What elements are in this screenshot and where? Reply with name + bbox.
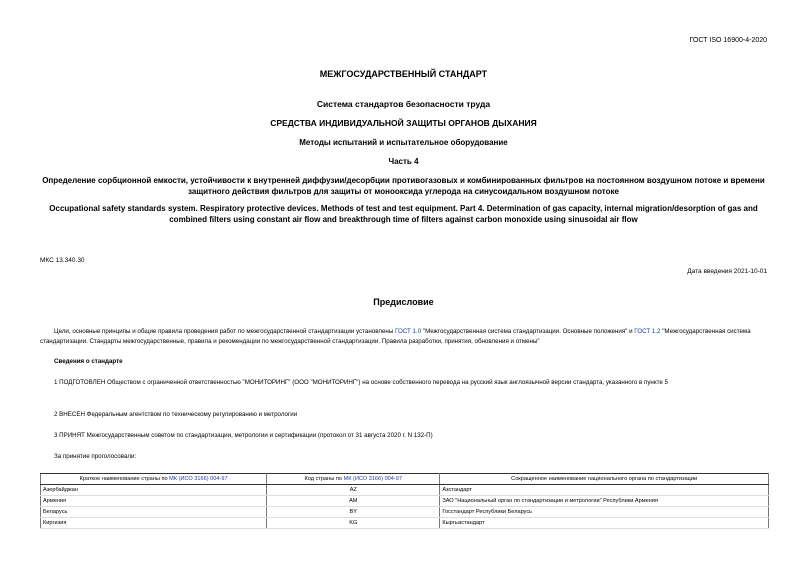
- methods-heading: Методы испытаний и испытательное оборудование: [299, 138, 508, 147]
- russian-title: Определение сорбционной емкости, устойчивости к внутренней диффузии/десорбции противогазовых и комбинированных фильтров на постоянном воздушном потоке и времени защитного действия фильтров для защиты от монооксида углерода на синусоидальном воздушном потоке: [42, 176, 765, 196]
- standard-type-heading: МЕЖГОСУДАРСТВЕННЫЙ СТАНДАРТ: [319, 69, 488, 79]
- code-cell: BY: [267, 507, 440, 518]
- table-row: [41, 485, 769, 496]
- body-cell: ЗАО "Национальный орган по стандартизации и метрологии" Республики Армения: [440, 496, 769, 507]
- gost-1-0-link[interactable]: ГОСТ 1.0: [394, 328, 422, 335]
- system-heading: Система стандартов безопасности труда: [316, 99, 491, 109]
- mk-iso-link[interactable]: МК (ИСО 3166) 004-97: [169, 476, 228, 482]
- country-cell: Армения: [41, 496, 267, 507]
- mks-code: МКС 13.340.30: [40, 257, 85, 264]
- foreword-text-b: "Межгосударственная система стандартизации. Основные положения" и: [421, 328, 635, 335]
- header-code-text: Код страны по: [304, 476, 344, 482]
- table-row: [41, 507, 769, 518]
- foreword-text-c: "Межгосударственная система стандартизации. Стандарты межгосударственные, правила и рекомендации по межгосударственной стандартизации. Правила разработки, принятия, обновления и отмены": [40, 328, 751, 345]
- country-cell: Азербайджан: [41, 485, 267, 496]
- code-cell: KG: [267, 518, 440, 529]
- country-cell: Киргизия: [41, 518, 267, 529]
- header-country: [41, 474, 267, 485]
- foreword-title: Предисловие: [373, 297, 434, 307]
- item-adopted: 3 ПРИНЯТ Межгосударственным советом по стандартизации, метрологии и сертификации (протокол от 31 августа 2020 г. N 132-П): [54, 432, 433, 439]
- foreword-paragraph: [40, 327, 770, 347]
- about-standard-heading: Сведения о стандарте: [54, 358, 123, 365]
- introduction-date: Дата введения 2021-10-01: [687, 268, 767, 275]
- item-prepared: 1 ПОДГОТОВЛЕН Обществом с ограниченной ответственностью "МОНИТОРИНГ" (ООО "МОНИТОРИНГ") на основе собственного перевода на русский язык англоязычной версии стандарта, указанного в пункте 5: [54, 379, 668, 386]
- body-cell: Госстандарт Республики Беларусь: [440, 507, 769, 518]
- header-code: [267, 474, 440, 485]
- mk-iso-link[interactable]: МК (ИСО 3166) 004-97: [343, 476, 402, 482]
- gost-1-2-link[interactable]: ГОСТ 1.2: [634, 328, 661, 335]
- table-row: [41, 496, 769, 507]
- table-header-row: [41, 474, 769, 485]
- body-cell: Кыргызстандарт: [440, 518, 769, 529]
- item-submitted: 2 ВНЕСЕН Федеральным агентством по техническому регулированию и метрологии: [54, 411, 298, 418]
- code-cell: AM: [267, 496, 440, 507]
- subject-heading: СРЕДСТВА ИНДИВИДУАЛЬНОЙ ЗАЩИТЫ ОРГАНОВ ДЫХАНИЯ: [270, 118, 537, 128]
- header-body: Сокращенное наименование национального органа по стандартизации: [440, 474, 769, 485]
- code-cell: AZ: [267, 485, 440, 496]
- country-cell: Беларусь: [41, 507, 267, 518]
- english-title: Occupational safety standards system. Respiratory protective devices. Methods of test and test equipment. Part 4. Determination of gas capacity, internal migration/desorption of gas and combined filters using constant air flow and breakthrough time of filters against carbon monoxide using sinusoidal air flow: [49, 204, 758, 224]
- voted-for-label: За принятие проголосовали:: [54, 453, 137, 460]
- header-country-text: Краткое наименование страны по: [79, 476, 170, 482]
- part-heading: Часть 4: [388, 157, 419, 166]
- body-cell: Азстандарт: [440, 485, 769, 496]
- document-code: ГОСТ ISO 16900-4-2020: [689, 37, 767, 44]
- foreword-text-a: Цели, основные принципы и общие правила проведения работ по межгосударственной стандартизации установлены: [54, 328, 395, 335]
- countries-table: [40, 473, 769, 529]
- table-row: [41, 518, 769, 529]
